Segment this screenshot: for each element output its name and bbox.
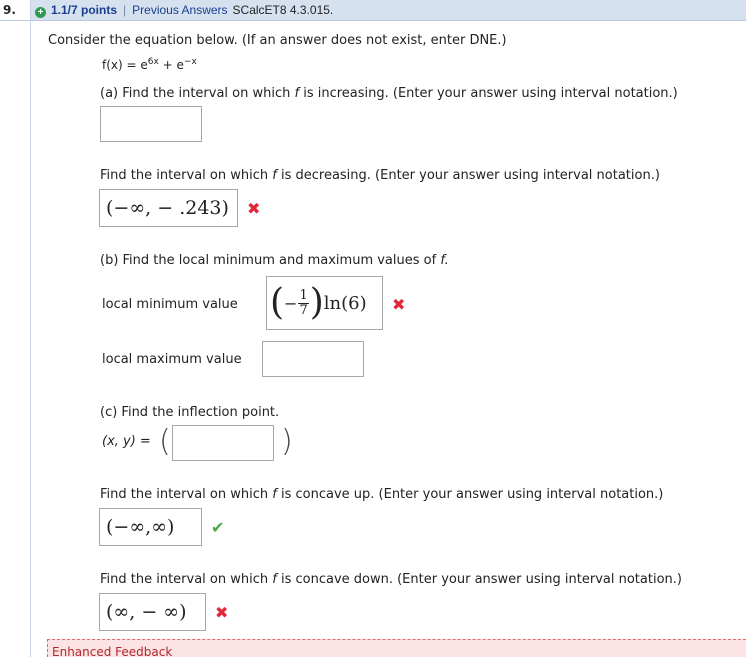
concave-up-prompt — [100, 487, 663, 502]
concave-down-answer-value: (∞, − ∞) — [106, 601, 187, 623]
concave-down-answer-input[interactable] — [99, 593, 206, 631]
concave-up-answer-value: (−∞,∞) — [106, 516, 175, 538]
part-b-prompt — [100, 253, 449, 268]
previous-answers-link[interactable]: Previous Answers — [132, 3, 228, 17]
local-min-tail: ln(6) — [323, 292, 367, 314]
local-min-incorrect-icon: ✖ — [392, 295, 406, 314]
concave-up-prompt-text-2: is concave up. (Enter your answer using interval notation.) — [276, 487, 664, 502]
increasing-prompt-f: f — [294, 86, 300, 101]
local-max-label: local maximum value — [102, 352, 242, 367]
gutter-divider — [30, 0, 31, 657]
part-b-prompt-f: f. — [440, 253, 449, 268]
equation-mid: + e — [158, 58, 184, 72]
equation — [102, 57, 197, 72]
local-max-answer-input[interactable] — [262, 341, 364, 377]
decreasing-answer-value: (−∞, − .243) — [106, 197, 229, 219]
decreasing-prompt-f: f — [272, 168, 277, 183]
enhanced-feedback-panel[interactable] — [47, 639, 746, 657]
question-number: 9. — [0, 0, 30, 20]
enhanced-feedback-label: Enhanced Feedback — [52, 645, 173, 659]
concave-up-prompt-text: Find the interval on which — [100, 487, 273, 502]
local-min-answer-input[interactable] — [266, 276, 383, 330]
inflection-close-paren: ) — [281, 424, 293, 459]
concave-down-prompt-f: f — [272, 572, 277, 587]
inflection-answer-input[interactable] — [172, 425, 274, 461]
problem-intro: Consider the equation below. (If an answer does not exist, enter DNE.) — [48, 33, 507, 48]
concave-up-answer-input[interactable] — [99, 508, 202, 546]
points-score: 1.1/7 points — [51, 3, 118, 17]
concave-down-prompt-text: Find the interval on which — [100, 572, 273, 587]
concave-down-prompt — [100, 572, 682, 587]
increasing-answer-input[interactable] — [100, 106, 202, 142]
local-min-open-paren: ( — [270, 282, 285, 323]
local-min-sign: − — [284, 293, 298, 313]
concave-down-prompt-text-2: is concave down. (Enter your answer using interval notation.) — [276, 572, 682, 587]
increasing-prompt-text-2: is increasing. (Enter your answer using interval notation.) — [299, 86, 678, 101]
decreasing-prompt — [100, 168, 660, 183]
local-min-label: local minimum value — [102, 297, 238, 312]
concave-down-incorrect-icon: ✖ — [215, 603, 229, 622]
local-min-denominator: 7 — [299, 302, 308, 318]
equation-exp1: 6x — [147, 57, 159, 67]
local-min-close-paren: ) — [309, 282, 324, 323]
increasing-prompt-text: (a) Find the interval on which — [100, 86, 295, 101]
header-content — [35, 0, 333, 20]
equation-lhs: f(x) = e — [102, 58, 148, 72]
header-separator: | — [123, 3, 127, 17]
concave-up-prompt-f: f — [272, 487, 277, 502]
local-min-numerator: 1 — [299, 287, 308, 303]
xy-label: (x, y) = — [102, 434, 151, 449]
decreasing-answer-input[interactable] — [99, 189, 238, 227]
course-reference: SCalcET8 4.3.015. — [232, 3, 334, 17]
decreasing-prompt-text-2: is decreasing. (Enter your answer using interval notation.) — [276, 168, 660, 183]
expand-plus-icon[interactable]: + — [35, 7, 46, 18]
concave-up-correct-icon: ✔ — [211, 518, 225, 537]
decreasing-incorrect-icon: ✖ — [247, 199, 261, 218]
decreasing-prompt-text: Find the interval on which — [100, 168, 273, 183]
part-b-prompt-text: (b) Find the local minimum and maximum values of — [100, 253, 441, 268]
part-c-prompt: (c) Find the inflection point. — [100, 405, 280, 420]
local-min-fraction — [298, 289, 308, 318]
equation-exp2: −x — [183, 57, 197, 67]
inflection-open-paren: ( — [159, 424, 171, 459]
increasing-prompt — [100, 86, 678, 101]
